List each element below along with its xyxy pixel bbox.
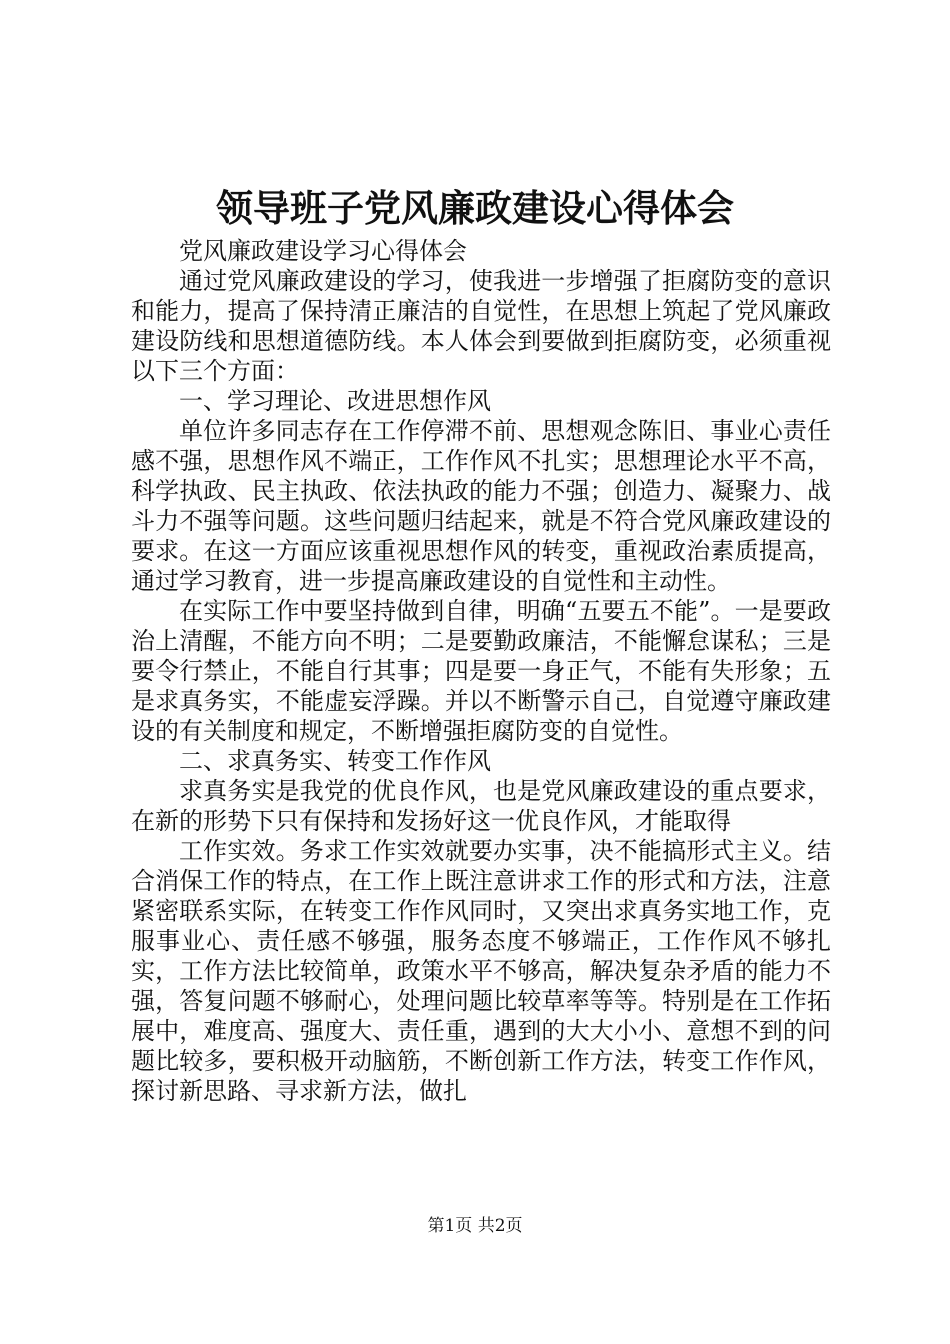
- body-paragraph: 工作实效。务求工作实效就要办实事，决不能搞形式主义。结合消保工作的特点，在工作上既注意讲求工作的形式和方法，注意紧密联系实际，在转变工作作风同时，又突出求真务实地工作，克服事业心、责任感不够强，服务态度不够端正，工作作风不够扎实，工作方法比较简单，政策水平不够高，解决复杂矛盾的能力不强，答复问题不够耐心，处理问题比较草率等等。特别是在工作拓展中，难度高、强度大、责任重，遇到的大大小小、意想不到的问题比较多，要积极开动脑筋，不断创新工作方法，转变工作作风，探讨新思路、寻求新方法，做扎: [131, 837, 831, 1105]
- page-footer: 第1页 共2页: [427, 1216, 523, 1236]
- intro-paragraph: 通过党风廉政建设的学习，使我进一步增强了拒腐防变的意识和能力，提高了保持清正廉洁的自觉性，在思想上筑起了党风廉政建设防线和思想道德防线。本人体会到要做到拒腐防变，必须重视以下三个方面：: [131, 267, 831, 385]
- section-heading-2: 二、求真务实、转变工作作风: [179, 747, 491, 775]
- section-heading-1: 一、学习理论、改进思想作风: [179, 387, 491, 415]
- body-paragraph: 求真务实是我党的优良作风，也是党风廉政建设的重点要求，在新的形势下只有保持和发扬好这一优良作风，才能取得: [131, 777, 831, 835]
- document-body: [131, 236, 831, 1106]
- body-paragraph: 在实际工作中要坚持做到自律，明确“五要五不能”。一是要政治上清醒，不能方向不明；二是要勤政廉洁，不能懈怠谋私；三是要令行禁止，不能自行其事；四是要一身正气，不能有失形象；五是求真务实，不能虚妄浮躁。并以不断警示自己，自觉遵守廉政建设的有关制度和规定，不断增强拒腐防变的自觉性。: [131, 597, 831, 745]
- document-title: 领导班子党风廉政建设心得体会: [216, 186, 734, 230]
- subtitle-paragraph: 党风廉政建设学习心得体会: [179, 237, 467, 265]
- body-paragraph: 单位许多同志存在工作停滞不前、思想观念陈旧、事业心责任感不强，思想作风不端正，工作作风不扎实；思想理论水平不高，科学执政、民主执政、依法执政的能力不强；创造力、凝聚力、战斗力不强等问题。这些问题归结起来，就是不符合党风廉政建设的要求。在这一方面应该重视思想作风的转变，重视政治素质提高，通过学习教育，进一步提高廉政建设的自觉性和主动性。: [131, 417, 831, 595]
